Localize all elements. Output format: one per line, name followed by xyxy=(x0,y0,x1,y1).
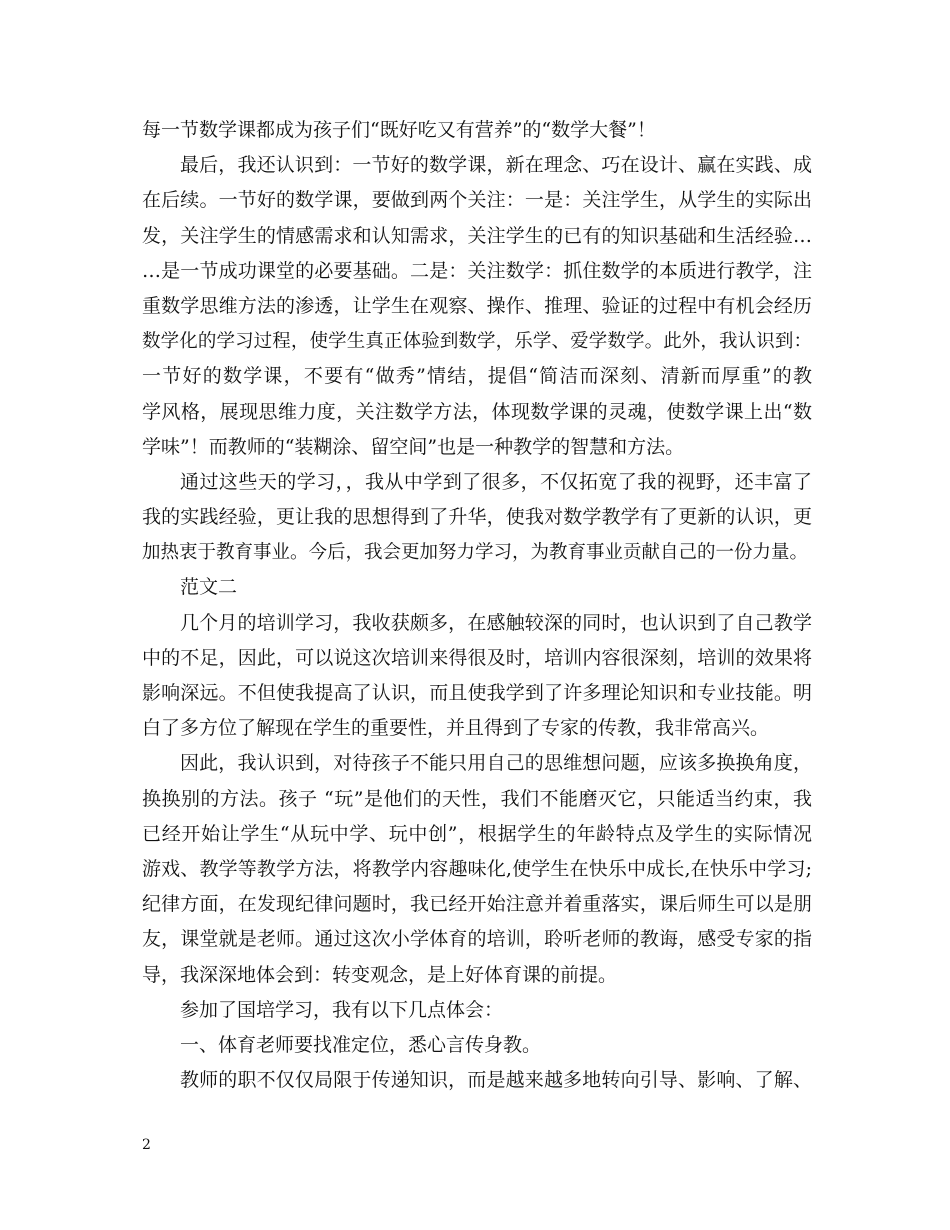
text-line: 我的实践经验，更让我的思想得到了升华，使我对数学教学有了更新的认识，更 xyxy=(142,506,812,529)
page-number: 2 xyxy=(142,1137,151,1153)
text-line: 换换别的方法。孩子 “玩”是他们的天性，我们不能磨灭它，只能适当约束，我 xyxy=(142,787,812,810)
text-line: 学味”！而教师的“装糊涂、留空间”也是一种教学的智慧和方法。 xyxy=(142,435,685,458)
text-line: …是一节成功课堂的必要基础。二是：关注数学：抓住数学的本质进行教学，注 xyxy=(142,259,812,282)
text-line: 教师的职不仅仅局限于传递知识，而是越来越多地转向引导、影响、了解、 xyxy=(180,1069,812,1092)
text-line: 已经开始让学生“从玩中学、玩中创”，根据学生的年龄特点及学生的实际情况 xyxy=(142,822,812,845)
text-line: 因此，我认识到，对待孩子不能只用自己的思维想问题，应该多换换角度， xyxy=(180,752,812,775)
text-line: 通过这些天的学习，，我从中学到了很多，不仅拓宽了我的视野，还丰富了 xyxy=(180,470,812,493)
text-line: 一、体育老师要找准定位，悉心言传身教。 xyxy=(180,1033,542,1056)
text-line: 几个月的培训学习，我收获颇多，在感触较深的同时，也认识到了自己教学 xyxy=(180,611,812,634)
text-line: 在后续。一节好的数学课，要做到两个关注：一是：关注学生，从学生的实际出 xyxy=(142,189,812,212)
text-line: 重数学思维方法的渗透，让学生在观察、操作、推理、验证的过程中有机会经历 xyxy=(142,294,812,317)
text-line: 导，我深深地体会到：转变观念，是上好体育课的前提。 xyxy=(142,963,618,986)
document-body xyxy=(142,113,812,1098)
text-line: 发，关注学生的情感需求和认知需求，关注学生的已有的知识基础和生活经验… xyxy=(142,224,812,247)
text-line: 参加了国培学习，我有以下几点体会： xyxy=(180,998,504,1021)
text-line: 加热衷于教育事业。今后，我会更加努力学习，为教育事业贡献自己的一份力量。 xyxy=(142,542,809,564)
text-line: 一节好的数学课，不要有“做秀”情结，提倡“简洁而深刻、清新而厚重”的教 xyxy=(142,365,812,388)
text-line: 纪律方面，在发现纪律问题时，我已经开始注意并着重落实，课后师生可以是朋 xyxy=(142,893,812,916)
text-line: 学风格，展现思维力度，关注数学方法，体现数学课的灵魂，使数学课上出“数 xyxy=(142,400,812,423)
text-line: 每一节数学课都成为孩子们“既好吃又有营养”的“数学大餐”！ xyxy=(142,119,656,141)
text-line: 最后，我还认识到：一节好的数学课，新在理念、巧在设计、赢在实践、成 xyxy=(180,154,812,177)
text-line: 数学化的学习过程，使学生真正体验到数学，乐学、爱学数学。此外，我认识到： xyxy=(142,331,812,353)
text-line: 范文二 xyxy=(180,576,238,599)
text-line: 友，课堂就是老师。通过这次小学体育的培训，聆听老师的教诲，感受专家的指 xyxy=(142,928,812,951)
text-line: 中的不足，因此，可以说这次培训来得很及时，培训内容很深刻，培训的效果将 xyxy=(142,646,812,669)
text-line: 影响深远。不但使我提高了认识，而且使我学到了许多理论知识和专业技能。明 xyxy=(142,682,812,704)
text-line: 白了多方位了解现在学生的重要性，并且得到了专家的传教，我非常高兴。 xyxy=(142,717,770,740)
text-line: 游戏、教学等教学方法，将教学内容趣味化,使学生在快乐中成长,在快乐中学习; xyxy=(142,857,812,880)
